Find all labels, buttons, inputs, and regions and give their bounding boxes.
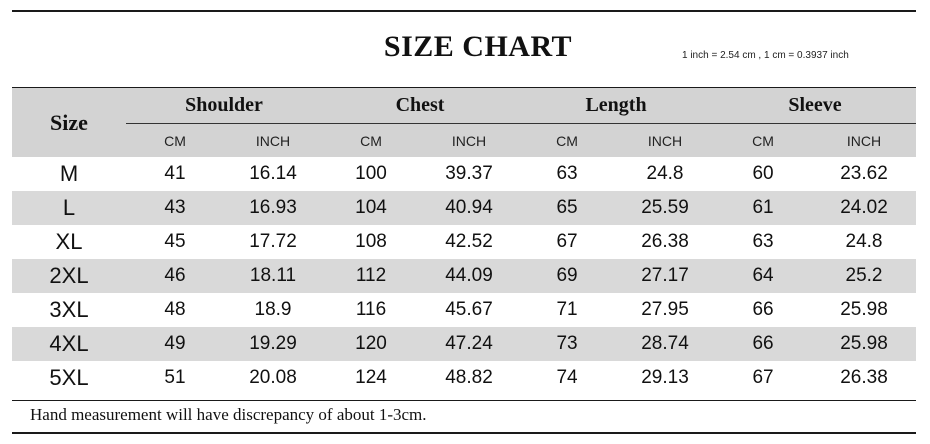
column-group-sleeve: Sleeve [714, 88, 916, 124]
table-cell: 41 [164, 163, 186, 184]
table-cell: 124 [355, 367, 387, 388]
table-cell: 25.98 [812, 327, 916, 361]
table-row [12, 157, 916, 191]
table-cell: 27.95 [641, 299, 689, 320]
unit-header: INCH [224, 124, 322, 158]
table-cell: 17.72 [249, 231, 297, 252]
size-cell: XL [55, 229, 83, 254]
table-cell: 61 [714, 191, 812, 225]
column-group-chest: Chest [322, 88, 518, 124]
table-cell: 120 [322, 327, 420, 361]
table-cell: 49 [126, 327, 224, 361]
table-cell: 45.67 [445, 299, 493, 320]
unit-header: INCH [812, 124, 916, 158]
unit-header: INCH [420, 124, 518, 158]
table-header-row-units [12, 124, 916, 158]
table-cell: 18.9 [254, 299, 292, 320]
column-group-length: Length [518, 88, 714, 124]
table-cell: 26.38 [840, 367, 888, 388]
size-cell: 3XL [49, 297, 89, 322]
conversion-note: 1 inch = 2.54 cm , 1 cm = 0.3937 inch [682, 50, 849, 61]
size-cell: L [12, 191, 126, 225]
table-cell: 42.52 [445, 231, 493, 252]
unit-header: CM [518, 124, 616, 158]
table-row [12, 361, 916, 395]
table-cell: 40.94 [420, 191, 518, 225]
footnote: Hand measurement will have discrepancy of about 1-3cm. [30, 405, 427, 424]
table-row [12, 327, 916, 361]
table-cell: 66 [752, 299, 774, 320]
footer-rule [12, 400, 916, 401]
table-cell: 51 [164, 367, 186, 388]
table-cell: 71 [556, 299, 578, 320]
size-cell: M [59, 161, 79, 186]
unit-header: CM [126, 124, 224, 158]
unit-header: CM [714, 124, 812, 158]
table-cell: 16.14 [249, 163, 297, 184]
table-cell: 67 [556, 231, 578, 252]
table-cell: 47.24 [420, 327, 518, 361]
table-cell: 44.09 [420, 259, 518, 293]
page-title: SIZE CHART [383, 30, 573, 63]
size-cell: 2XL [12, 259, 126, 293]
top-rule [12, 10, 916, 12]
table-cell: 29.13 [641, 367, 689, 388]
table-cell: 43 [126, 191, 224, 225]
unit-header: INCH [616, 124, 714, 158]
bottom-rule [12, 432, 916, 434]
table-cell: 23.62 [840, 163, 888, 184]
table-cell: 67 [752, 367, 774, 388]
unit-header: CM [322, 124, 420, 158]
table-cell: 74 [556, 367, 578, 388]
table-cell: 24.8 [646, 163, 684, 184]
table-header-row-groups [12, 88, 916, 124]
size-table [12, 88, 916, 395]
size-cell: 5XL [49, 365, 89, 390]
table-cell: 104 [322, 191, 420, 225]
table-cell: 65 [518, 191, 616, 225]
table-cell: 48.82 [445, 367, 493, 388]
table-cell: 64 [714, 259, 812, 293]
table-row [12, 191, 916, 225]
table-cell: 25.98 [840, 299, 888, 320]
table-cell: 20.08 [249, 367, 297, 388]
table-cell: 112 [322, 259, 420, 293]
size-cell: 4XL [12, 327, 126, 361]
table-cell: 24.02 [812, 191, 916, 225]
table-cell: 25.2 [812, 259, 916, 293]
table-cell: 18.11 [224, 259, 322, 293]
table-cell: 66 [714, 327, 812, 361]
table-cell: 19.29 [224, 327, 322, 361]
table-cell: 26.38 [641, 231, 689, 252]
table-row [12, 293, 916, 327]
table-cell: 45 [164, 231, 186, 252]
table-row [12, 225, 916, 259]
table-cell: 28.74 [616, 327, 714, 361]
table-cell: 48 [164, 299, 186, 320]
table-cell: 46 [126, 259, 224, 293]
table-cell: 27.17 [616, 259, 714, 293]
table-cell: 60 [752, 163, 774, 184]
table-cell: 24.8 [845, 231, 883, 252]
table-cell: 100 [355, 163, 387, 184]
column-group-shoulder: Shoulder [126, 88, 322, 124]
table-row [12, 259, 916, 293]
table-cell: 69 [518, 259, 616, 293]
table-cell: 73 [518, 327, 616, 361]
table-cell: 116 [355, 299, 387, 320]
table-cell: 63 [752, 231, 774, 252]
table-cell: 108 [355, 231, 387, 252]
table-cell: 63 [556, 163, 578, 184]
table-cell: 16.93 [224, 191, 322, 225]
table-cell: 25.59 [616, 191, 714, 225]
table-cell: 39.37 [445, 163, 493, 184]
size-column-header: Size [12, 88, 126, 157]
